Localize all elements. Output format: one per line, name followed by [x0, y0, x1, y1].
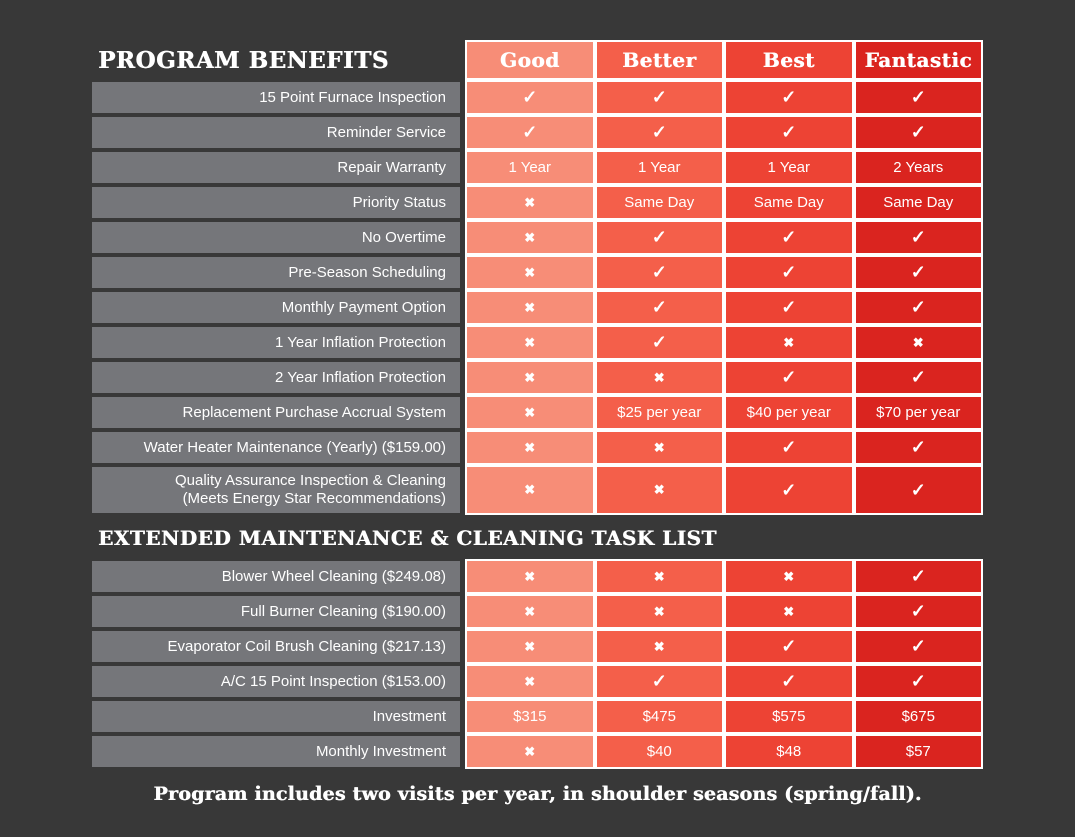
row-label: Evaporator Coil Brush Cleaning ($217.13): [92, 631, 460, 662]
check-icon: ✓: [781, 262, 797, 282]
value-cell: [724, 594, 854, 629]
cross-icon: ✖: [524, 568, 536, 584]
row-label-line2: (Meets Energy Star Recommendations): [182, 490, 446, 507]
row-cells: [465, 559, 983, 594]
table-row: [92, 220, 983, 255]
table-row: [92, 80, 983, 115]
extended-maintenance-section: [92, 559, 983, 769]
value-cell: [465, 220, 595, 255]
value-cell: [465, 360, 595, 395]
value-cell: [595, 185, 725, 220]
check-icon: ✓: [651, 332, 667, 352]
cross-icon: ✖: [524, 299, 536, 315]
row-label: Reminder Service: [92, 117, 460, 148]
cross-icon: ✖: [783, 603, 795, 619]
value-cell: [724, 325, 854, 360]
value-cell: [724, 80, 854, 115]
value-cell: [595, 629, 725, 664]
check-icon: ✓: [781, 479, 797, 500]
cross-icon: ✖: [524, 334, 536, 350]
check-icon: ✓: [651, 122, 667, 142]
cross-icon: ✖: [653, 603, 665, 619]
cell-text: 2 Years: [893, 159, 944, 176]
row-cells: [465, 185, 983, 220]
column-header-label: Better: [622, 48, 697, 72]
row-cells: [465, 430, 983, 465]
cross-icon: ✖: [524, 229, 536, 245]
column-header-fantastic: [854, 40, 984, 80]
value-cell: [724, 664, 854, 699]
column-header-good: [465, 40, 595, 80]
row-cells: [465, 465, 983, 515]
column-header-label: Fantastic: [864, 48, 973, 72]
value-cell: [465, 699, 595, 734]
row-cells: [465, 255, 983, 290]
check-icon: ✓: [910, 601, 926, 621]
value-cell: [854, 325, 984, 360]
cell-text: $40 per year: [746, 404, 831, 421]
value-cell: [854, 360, 984, 395]
value-cell: [465, 734, 595, 769]
check-icon: ✓: [781, 227, 797, 247]
cross-icon: ✖: [524, 603, 536, 619]
value-cell: [465, 559, 595, 594]
value-cell: [595, 360, 725, 395]
value-cell: [595, 395, 725, 430]
value-cell: [854, 699, 984, 734]
table-row: [92, 699, 983, 734]
value-cell: [595, 150, 725, 185]
column-header-label: Good: [499, 48, 560, 72]
table-row: [92, 325, 983, 360]
value-cell: [595, 699, 725, 734]
value-cell: [595, 255, 725, 290]
table-row: [92, 395, 983, 430]
row-cells: [465, 664, 983, 699]
value-cell: [854, 559, 984, 594]
cross-icon: ✖: [524, 743, 536, 759]
program-benefits-section: [92, 40, 983, 515]
value-cell: [724, 629, 854, 664]
row-cells: [465, 699, 983, 734]
value-cell: [724, 360, 854, 395]
check-icon: ✓: [781, 122, 797, 142]
row-label: A/C 15 Point Inspection ($153.00): [92, 666, 460, 697]
program-benefits-rows: [92, 80, 983, 515]
row-label: Full Burner Cleaning ($190.00): [92, 596, 460, 627]
row-label: Water Heater Maintenance (Yearly) ($159.00): [92, 432, 460, 463]
cell-text: $57: [905, 743, 931, 760]
table-row: [92, 430, 983, 465]
check-icon: ✓: [651, 297, 667, 317]
column-headers: [465, 40, 983, 80]
value-cell: [854, 664, 984, 699]
row-label: 1 Year Inflation Protection: [92, 327, 460, 358]
row-cells: [465, 734, 983, 769]
check-icon: ✓: [651, 262, 667, 282]
table-row: [92, 185, 983, 220]
table-row: [92, 664, 983, 699]
value-cell: [854, 465, 984, 515]
value-cell: [854, 255, 984, 290]
cross-icon: ✖: [783, 334, 795, 350]
value-cell: [595, 325, 725, 360]
table-row: [92, 255, 983, 290]
cell-text: $475: [642, 708, 676, 725]
value-cell: [465, 430, 595, 465]
value-cell: [724, 150, 854, 185]
check-icon: ✓: [910, 437, 926, 457]
cell-text: $48: [776, 743, 802, 760]
value-cell: [595, 664, 725, 699]
value-cell: [465, 290, 595, 325]
row-cells: [465, 115, 983, 150]
check-icon: ✓: [781, 87, 797, 107]
cross-icon: ✖: [524, 369, 536, 385]
value-cell: [465, 115, 595, 150]
extended-maintenance-title: EXTENDED MAINTENANCE & CLEANING TASK LIST: [98, 526, 717, 550]
row-cells: [465, 325, 983, 360]
row-cells: [465, 594, 983, 629]
check-icon: ✓: [910, 636, 926, 656]
value-cell: [595, 465, 725, 515]
value-cell: [595, 430, 725, 465]
table-row: [92, 559, 983, 594]
header-row: [92, 40, 983, 80]
row-label: Replacement Purchase Accrual System: [92, 397, 460, 428]
check-icon: ✓: [651, 671, 667, 691]
value-cell: [854, 220, 984, 255]
value-cell: [595, 80, 725, 115]
value-cell: [595, 594, 725, 629]
row-cells: [465, 80, 983, 115]
value-cell: [465, 80, 595, 115]
value-cell: [465, 185, 595, 220]
cross-icon: ✖: [653, 568, 665, 584]
check-icon: ✓: [522, 87, 538, 107]
value-cell: [724, 395, 854, 430]
cross-icon: ✖: [524, 439, 536, 455]
cross-icon: ✖: [912, 334, 924, 350]
cell-text: 1 Year: [637, 159, 681, 176]
cell-text: $675: [901, 708, 935, 725]
check-icon: ✓: [910, 566, 926, 586]
cross-icon: ✖: [524, 638, 536, 654]
value-cell: [854, 430, 984, 465]
value-cell: [595, 734, 725, 769]
check-icon: ✓: [781, 636, 797, 656]
column-header-better: [595, 40, 725, 80]
table-row: [92, 629, 983, 664]
value-cell: [724, 465, 854, 515]
cell-text: 1 Year: [508, 159, 552, 176]
value-cell: [724, 255, 854, 290]
value-cell: [465, 465, 595, 515]
value-cell: [854, 290, 984, 325]
cross-icon: ✖: [653, 439, 665, 455]
row-label: Quality Assurance Inspection & Cleaning (Meets Energy Star Recommendations): [92, 467, 460, 513]
row-cells: [465, 290, 983, 325]
cross-icon: ✖: [524, 264, 536, 280]
row-cells: [465, 150, 983, 185]
value-cell: [595, 290, 725, 325]
check-icon: ✓: [781, 367, 797, 387]
check-icon: ✓: [781, 671, 797, 691]
cell-text: $40: [646, 743, 672, 760]
row-label: 2 Year Inflation Protection: [92, 362, 460, 393]
row-label: Repair Warranty: [92, 152, 460, 183]
table-row: [92, 150, 983, 185]
check-icon: ✓: [910, 367, 926, 387]
row-cells: [465, 629, 983, 664]
value-cell: [854, 734, 984, 769]
row-cells: [465, 360, 983, 395]
cross-icon: ✖: [524, 194, 536, 210]
cell-text: 1 Year: [767, 159, 811, 176]
value-cell: [465, 150, 595, 185]
value-cell: [465, 629, 595, 664]
check-icon: ✓: [522, 122, 538, 142]
value-cell: [465, 395, 595, 430]
check-icon: ✓: [910, 262, 926, 282]
column-header-label: Best: [762, 48, 815, 72]
value-cell: [724, 559, 854, 594]
table-row: [92, 594, 983, 629]
row-label: Pre-Season Scheduling: [92, 257, 460, 288]
cell-text: $70 per year: [876, 404, 961, 421]
cross-icon: ✖: [653, 638, 665, 654]
row-label: Monthly Investment: [92, 736, 460, 767]
value-cell: [724, 185, 854, 220]
row-label: Priority Status: [92, 187, 460, 218]
check-icon: ✓: [910, 122, 926, 142]
value-cell: [854, 150, 984, 185]
cross-icon: ✖: [653, 369, 665, 385]
value-cell: [724, 220, 854, 255]
cell-text: $315: [513, 708, 547, 725]
value-cell: [724, 115, 854, 150]
check-icon: ✓: [651, 227, 667, 247]
cross-icon: ✖: [653, 482, 665, 497]
value-cell: [854, 80, 984, 115]
cross-icon: ✖: [524, 673, 536, 689]
extended-maintenance-rows: [92, 559, 983, 769]
check-icon: ✓: [910, 297, 926, 317]
program-benefits-title: PROGRAM BENEFITS: [98, 46, 389, 74]
cell-text: $575: [772, 708, 806, 725]
table-row: [92, 465, 983, 515]
value-cell: [854, 395, 984, 430]
check-icon: ✓: [781, 297, 797, 317]
check-icon: ✓: [910, 671, 926, 691]
cell-text: Same Day: [624, 194, 695, 211]
table-row: [92, 734, 983, 769]
cross-icon: ✖: [524, 482, 536, 497]
value-cell: [595, 559, 725, 594]
cell-text: Same Day: [753, 194, 824, 211]
cross-icon: ✖: [524, 404, 536, 420]
value-cell: [595, 115, 725, 150]
row-label: No Overtime: [92, 222, 460, 253]
check-icon: ✓: [910, 227, 926, 247]
value-cell: [465, 664, 595, 699]
value-cell: [724, 430, 854, 465]
row-label: 15 Point Furnace Inspection: [92, 82, 460, 113]
value-cell: [465, 255, 595, 290]
value-cell: [465, 325, 595, 360]
check-icon: ✓: [651, 87, 667, 107]
row-cells: [465, 220, 983, 255]
value-cell: [724, 699, 854, 734]
table-row: [92, 290, 983, 325]
check-icon: ✓: [781, 437, 797, 457]
check-icon: ✓: [910, 87, 926, 107]
value-cell: [595, 220, 725, 255]
value-cell: [724, 290, 854, 325]
cell-text: $25 per year: [617, 404, 702, 421]
footer-note: Program includes two visits per year, in shoulder seasons (spring/fall).: [153, 783, 922, 805]
row-cells: [465, 395, 983, 430]
value-cell: [854, 629, 984, 664]
value-cell: [724, 734, 854, 769]
table-row: [92, 360, 983, 395]
value-cell: [854, 185, 984, 220]
row-label: Monthly Payment Option: [92, 292, 460, 323]
table-row: [92, 115, 983, 150]
column-header-best: [724, 40, 854, 80]
value-cell: [854, 594, 984, 629]
value-cell: [465, 594, 595, 629]
row-label: Investment: [92, 701, 460, 732]
row-label: Blower Wheel Cleaning ($249.08): [92, 561, 460, 592]
cell-text: Same Day: [883, 194, 954, 211]
value-cell: [854, 115, 984, 150]
cross-icon: ✖: [783, 568, 795, 584]
check-icon: ✓: [910, 479, 926, 500]
